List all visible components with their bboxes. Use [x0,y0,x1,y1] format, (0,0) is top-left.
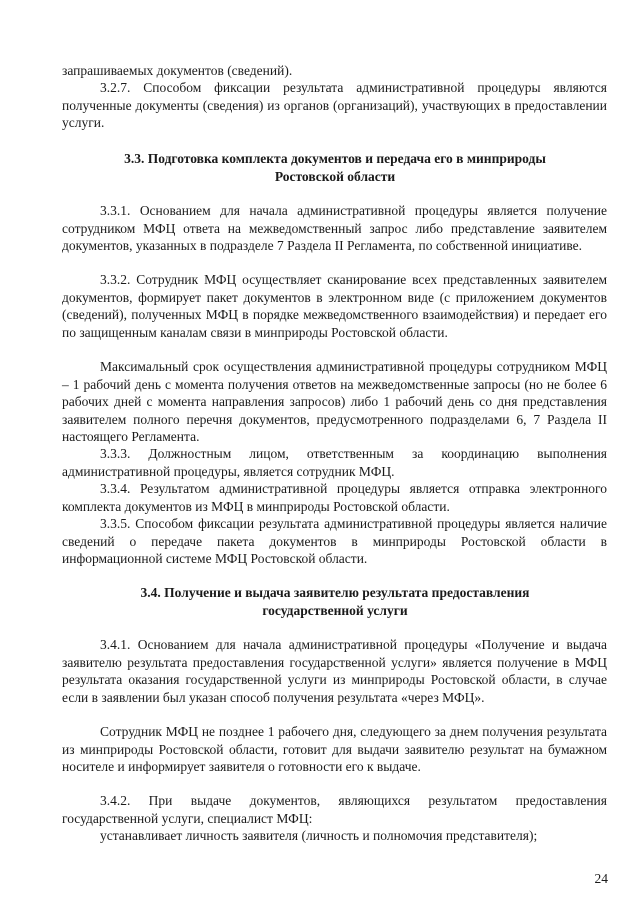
paragraph-top: запрашиваемых документов (сведений). [62,63,293,78]
paragraph-staff-deadline: Сотрудник МФЦ не позднее 1 рабочего дня, следующего за днем получения результата из минприроды Ростовской области, готовит для выдачи заявителю результат на бумажном носителе и информирует заявителя о готовности его к выдаче. [62,724,607,774]
section-heading-3-4: 3.4. Получение и выдача заявителю результата предоставления государственной услуги [140,585,530,618]
paragraph-3-3-1: 3.3.1. Основанием для начала административной процедуры является получение сотрудником МФЦ ответа на межведомственный запрос либо представление заявителем документов, указанных в подразделе 7 Раздела II Регламента, по собственной инициативе. [62,203,607,253]
paragraph-identity: устанавливает личность заявителя (личность и полномочия представителя); [100,828,538,843]
paragraph-3-3-5: 3.3.5. Способом фиксации результата административной процедуры является наличие сведений о передаче пакета документов в минприроды Ростовской области в информационной системе МФЦ Ростовской области. [62,516,607,566]
paragraph-3-3-4: 3.3.4. Результатом административной процедуры является отправка электронного комплекта документов из МФЦ в минприроды Ростовской области. [62,481,607,514]
page-number: 24 [594,871,608,886]
paragraph-3-4-2: 3.4.2. При выдаче документов, являющихся результатом предоставления государственной услуги, специалист МФЦ: [62,793,607,826]
paragraph-3-3-2: 3.3.2. Сотрудник МФЦ осуществляет сканирование всех представленных заявителем документов, формирует пакет документов в электронном виде (с приложением документов (сведений), полученных МФЦ в порядке межведомственного взаимодействия) и передает его по защищенным каналам связи в минприроды Ростовской области. [62,272,607,340]
paragraph-3-4-1: 3.4.1. Основанием для начала административной процедуры «Получение и выдача заявителю результата предоставления государственной услуги» является получение в МФЦ результата оказания государственной услуги из минприроды Ростовской области, в случае если в заявлении был указан способ получения результата «через МФЦ». [62,637,607,705]
paragraph-3-3-3: 3.3.3. Должностным лицом, ответственным за координацию выполнения административной процедуры, является сотрудник МФЦ. [62,446,607,479]
section-heading-3-3: 3.3. Подготовка комплекта документов и передача его в минприроды Ростовской области [124,151,546,184]
paragraph-max-term: Максимальный срок осуществления административной процедуры сотрудником МФЦ – 1 рабочий день с момента получения ответов на межведомственные запросы (но не более 6 рабочих дней с момента направления запросов) либо 1 рабочий день со дня представления заявителем полного перечня документов, предусмотренного подразделами 6, 7 Раздела II настоящего Регламента. [62,359,607,444]
paragraph-3-2-7: 3.2.7. Способом фиксации результата административной процедуры являются полученные документы (сведения) из органов (организаций), участвующих в предоставлении услуги. [62,80,607,130]
